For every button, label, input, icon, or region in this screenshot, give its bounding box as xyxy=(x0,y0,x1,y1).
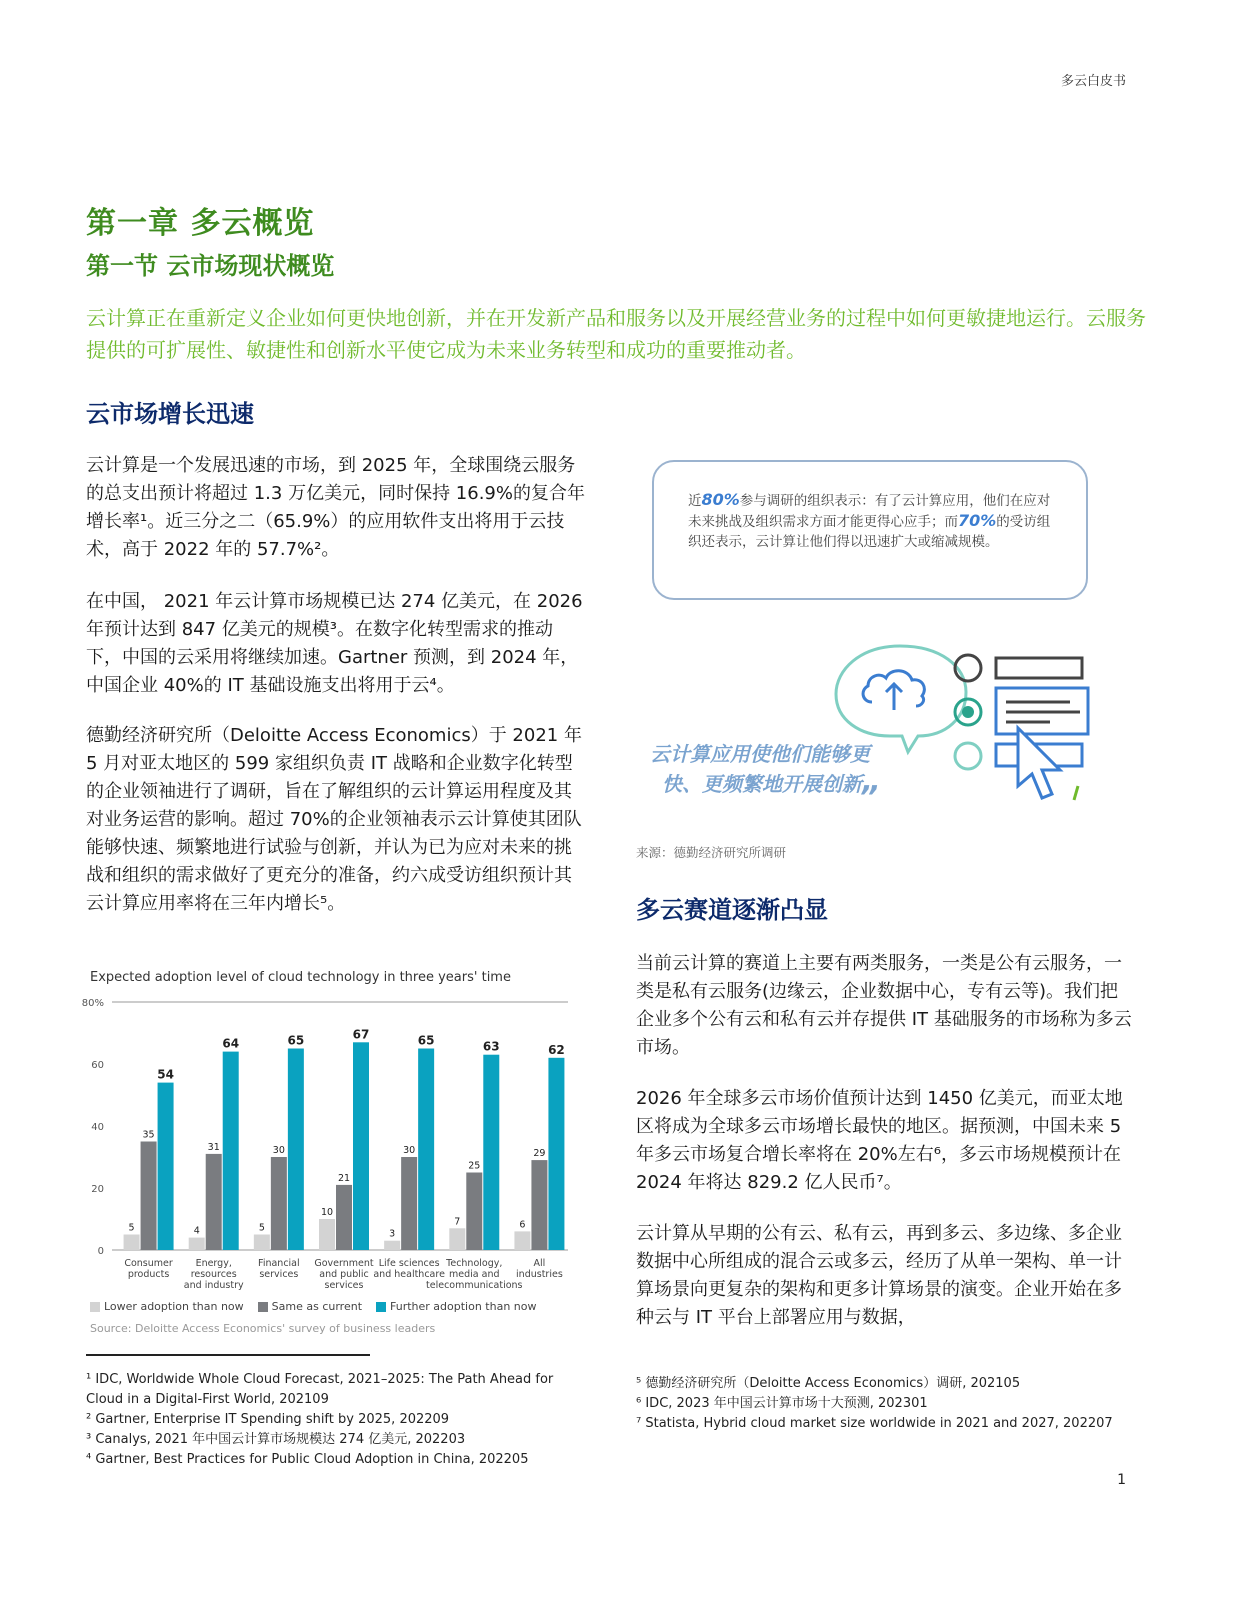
left-paragraph-1: 云计算是一个发展迅速的市场，到 2025 年，全球围绕云服务的总支出预计将超过 1.3 万亿美元，同时保持 16.9%的复合年增长率¹。近三分之二（65.9%）的应用软件支出将用于云技术，高于 2022 年的 57.7%²。 xyxy=(86,455,585,560)
right-heading: 多云赛道逐渐凸显 xyxy=(636,896,828,924)
x-tick-label: Life sciences xyxy=(378,1258,440,1269)
y-tick-label: 80% xyxy=(81,998,104,1009)
bar xyxy=(466,1173,482,1251)
y-tick-label: 20 xyxy=(91,1184,104,1195)
quote-highlight-80: 80% xyxy=(701,490,740,509)
data-label: 6 xyxy=(519,1219,526,1231)
x-tick-label: services xyxy=(324,1280,364,1291)
legend-swatch-same xyxy=(258,1302,268,1312)
x-tick-label: Financial xyxy=(258,1258,300,1269)
bar xyxy=(548,1058,564,1250)
data-label: 7 xyxy=(454,1216,461,1228)
x-tick-label: Technology, xyxy=(446,1258,503,1269)
x-tick-label: All xyxy=(533,1258,546,1269)
y-tick-label: 40 xyxy=(91,1122,104,1133)
bar xyxy=(141,1142,157,1251)
footnote-1: ¹ IDC, Worldwide Whole Cloud Forecast, 2021–2025: The Path Ahead for Cloud in a Digital-First World, 202109 xyxy=(86,1372,554,1407)
footnote-5: ⁵ 德勤经济研究所（Deloitte Access Economics）调研, 202105 xyxy=(636,1376,1021,1391)
bar xyxy=(384,1241,400,1250)
quote-post: 的受访组织还表示，云计算让他们得以迅速扩大或缩减规模。 xyxy=(688,514,1051,550)
bar xyxy=(206,1154,222,1250)
quote-pre: 近 xyxy=(688,493,702,509)
legend-label-same: Same as current xyxy=(271,1300,363,1313)
x-tick-label: industries xyxy=(516,1269,563,1280)
x-tick-label: Energy, xyxy=(195,1258,232,1269)
data-label: 65 xyxy=(417,1033,435,1048)
footnotes-left xyxy=(86,1370,566,1470)
bar xyxy=(189,1238,205,1250)
data-label: 62 xyxy=(548,1042,565,1057)
data-label: 65 xyxy=(287,1033,305,1048)
x-tick-label: services xyxy=(259,1269,299,1280)
bar xyxy=(254,1235,270,1251)
bar xyxy=(319,1219,335,1250)
legend-item-same xyxy=(258,1300,362,1313)
bar xyxy=(418,1049,434,1251)
bar xyxy=(353,1042,369,1250)
bar xyxy=(124,1235,140,1251)
quote-box xyxy=(652,460,1088,600)
right-paragraph-2: 2026 年全球多云市场价值预计达到 1450 亿美元，而亚太地区将成为全球多云市场增长最快的地区。据预测，中国未来 5 年多云市场复合增长率将在 20%左右⁶，多云市场规模预计在 2024 年将达 829.2 亿人民币⁷。 xyxy=(636,1088,1123,1193)
cloud-upload-icon xyxy=(836,646,966,752)
footnote-6: ⁶ IDC, 2023 年中国云计算市场十大预测, 202301 xyxy=(636,1396,928,1411)
data-label: 31 xyxy=(207,1141,220,1153)
image-source: 来源：德勤经济研究所调研 xyxy=(636,845,787,860)
data-label: 30 xyxy=(272,1145,285,1156)
data-label: 29 xyxy=(533,1148,546,1160)
bar xyxy=(271,1157,287,1250)
right-paragraph-1: 当前云计算的赛道上主要有两类服务，一类是公有云服务，一类是私有云服务(边缘云，企业数据中心，专有云等)。我们把企业多个公有云和私有云并存提供 IT 基础服务的市场称为多云市场。 xyxy=(636,953,1132,1058)
x-tick-label: media and xyxy=(449,1269,500,1280)
data-label: 4 xyxy=(193,1225,200,1237)
data-label: 64 xyxy=(222,1036,240,1051)
bar xyxy=(514,1231,530,1250)
data-label: 67 xyxy=(352,1027,370,1042)
chart-source: Source: Deloitte Access Economics' survey of business leaders xyxy=(90,1322,436,1335)
data-label: 21 xyxy=(337,1172,351,1184)
x-tick-label: Consumer xyxy=(124,1258,173,1269)
bar xyxy=(336,1185,352,1250)
left-heading: 云市场增长迅速 xyxy=(86,400,254,428)
right-paragraph-3: 云计算从早期的公有云、私有云，再到多云、多边缘、多企业数据中心所组成的混合云或多云，经历了从单一架构、单一计算场景向更复杂的架构和更多计算场景的演变。企业开始在多种云与 IT 平台上部署应用与数据， xyxy=(636,1223,1122,1328)
quote-mid: 参与调研的组织表示：有了云计算应用，他们在应对未来挑战及组织需求方面才能更得心应手；而 xyxy=(688,493,1051,530)
data-label: 63 xyxy=(482,1039,500,1054)
legend-swatch-further xyxy=(376,1302,386,1312)
data-label: 5 xyxy=(258,1222,265,1234)
left-paragraph-2: 在中国， 2021 年云计算市场规模已达 274 亿美元，在 2026 年预计达到 847 亿美元的规模³。在数字化转型需求的推动下，中国的云采用将继续加速。Gartner 预测，到 2024 年，中国企业 40%的 IT 基础设施支出将用于云⁴。 xyxy=(86,591,583,696)
footnote-3: ³ Canalys, 2021 年中国云计算市场规模达 274 亿美元, 202203 xyxy=(86,1432,466,1447)
data-label: 30 xyxy=(403,1145,416,1156)
intro-paragraph: 云计算正在重新定义企业如何更快地创新，并在开发新产品和服务以及开展经营业务的过程中如何更敏捷地运行。云服务提供的可扩展性、敏捷性和创新水平使它成为未来业务转型和成功的重要推动者。 xyxy=(86,306,1146,362)
data-label: 5 xyxy=(128,1222,135,1234)
tagline-line-2-wrap xyxy=(650,764,882,799)
y-tick-label: 60 xyxy=(91,1060,104,1071)
bar-chart xyxy=(81,990,584,1300)
legend-label-further: Further adoption than now xyxy=(390,1300,537,1313)
bar xyxy=(223,1052,239,1250)
quote-highlight-70: 70% xyxy=(958,511,997,530)
bar xyxy=(288,1049,304,1251)
x-tick-label: telecommunications xyxy=(426,1280,523,1291)
x-tick-label: resources xyxy=(190,1269,237,1280)
page-number: 1 xyxy=(1117,1472,1126,1488)
legend-item-further xyxy=(376,1300,537,1313)
data-label: 25 xyxy=(468,1160,481,1172)
legend-swatch-lower xyxy=(90,1302,100,1312)
section-title: 第一节 云市场现状概览 xyxy=(86,252,335,280)
y-tick-label: 0 xyxy=(97,1246,104,1257)
footnotes-right xyxy=(636,1374,1136,1434)
bar xyxy=(483,1055,499,1250)
bar xyxy=(158,1083,174,1250)
bar xyxy=(531,1160,547,1250)
tagline-line-2: 快、更频繁地开展创新 xyxy=(662,772,862,796)
x-tick-label: and industry xyxy=(183,1280,244,1291)
legend-label-lower: Lower adoption than now xyxy=(104,1300,244,1313)
bar xyxy=(401,1157,417,1250)
data-label: 35 xyxy=(142,1129,155,1141)
chart-title: Expected adoption level of cloud technology in three years' time xyxy=(90,970,511,985)
bar xyxy=(449,1228,465,1250)
x-tick-label: and public xyxy=(319,1269,369,1280)
cursor-icon xyxy=(1018,728,1078,800)
footnote-4: ⁴ Gartner, Best Practices for Public Cloud Adoption in China, 202205 xyxy=(86,1452,529,1467)
data-label: 3 xyxy=(389,1228,396,1240)
data-label: 10 xyxy=(320,1207,334,1218)
footnote-2: ² Gartner, Enterprise IT Spending shift by 2025, 202209 xyxy=(86,1412,450,1427)
x-tick-label: Government xyxy=(314,1258,374,1269)
footnote-7: ⁷ Statista, Hybrid cloud market size worldwide in 2021 and 2027, 202207 xyxy=(636,1416,1113,1431)
header-tag: 多云白皮书 xyxy=(1060,74,1126,89)
tagline xyxy=(650,740,881,798)
chapter-title: 第一章 多云概览 xyxy=(86,206,315,241)
chart-legend xyxy=(90,1300,537,1313)
left-paragraph-3: 德勤经济研究所（Deloitte Access Economics）于 2021 年 5 月对亚太地区的 599 家组织负责 IT 战略和企业数字化转型的企业领袖进行了调研，旨在了解组织的云计算运用程度及其对业务运营的影响。超过 70%的企业领袖表示云计算使其团队能够快速、频繁地进行试验与创新，并认为已为应对未来的挑战和组织的需求做好了更充分的准备，约六成受访组织预计其云计算应用率将在三年内增长⁵。 xyxy=(86,725,582,914)
tagline-line-1: 云计算应用使他们能够更 xyxy=(650,742,870,766)
data-label: 54 xyxy=(157,1067,174,1082)
x-tick-label: and healthcare xyxy=(373,1269,445,1280)
x-tick-label: products xyxy=(127,1269,170,1280)
legend-item-lower xyxy=(90,1300,244,1313)
closing-quote-mark: „ xyxy=(862,764,882,799)
footnote-divider xyxy=(86,1354,370,1356)
